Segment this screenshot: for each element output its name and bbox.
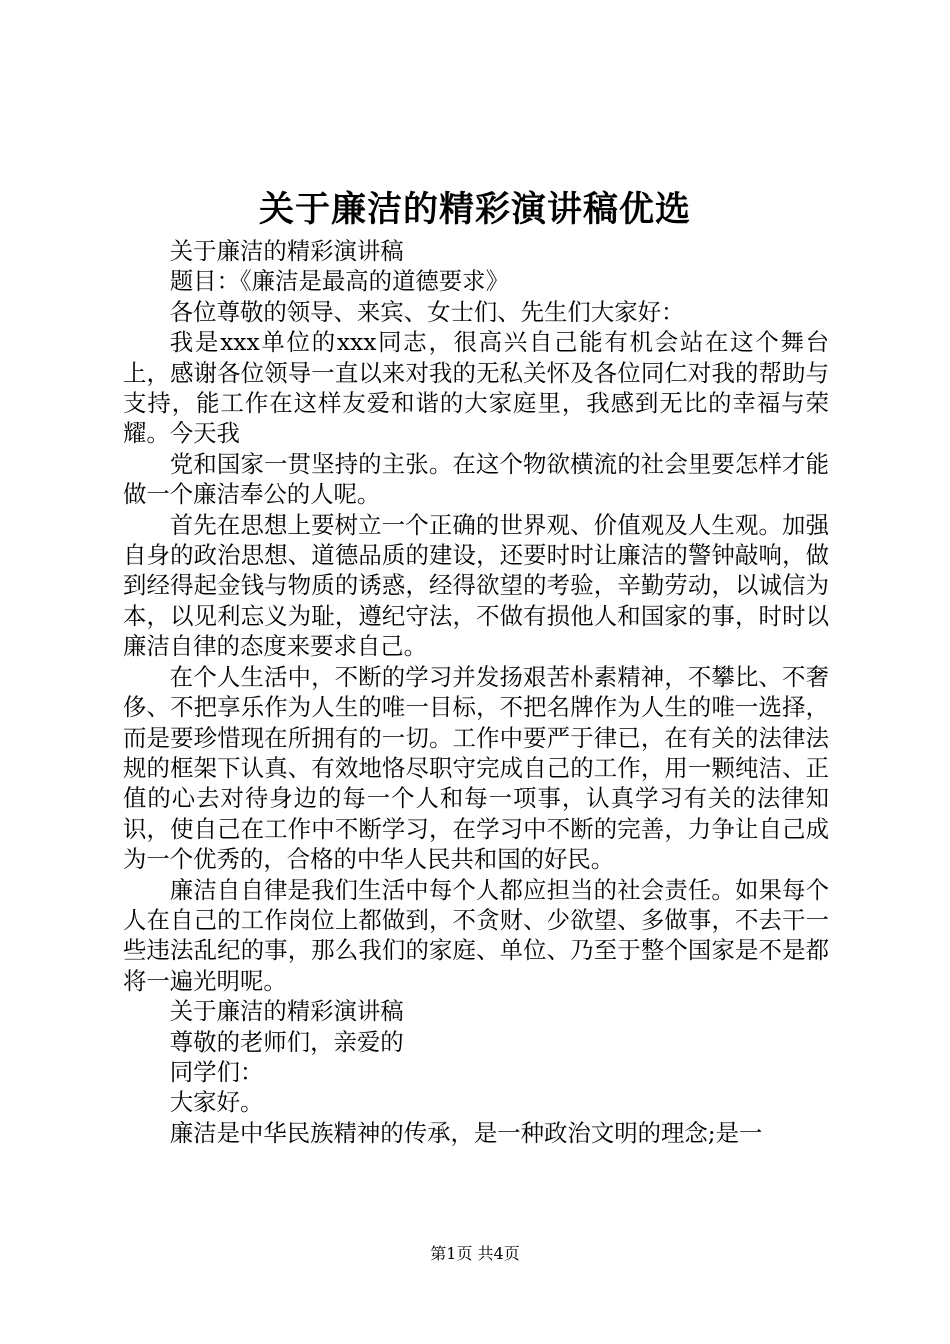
paragraph: 我是xxx单位的xxx同志，很高兴自己能有机会站在这个舞台上，感谢各位领导一直以来对我的无私关怀及各位同仁对我的帮助与支持，能工作在这样友爱和谐的大家庭里，我感到无比的幸福与荣耀。今天我 [123, 328, 829, 448]
paragraph: 各位尊敬的领导、来宾、女士们、先生们大家好： [169, 297, 685, 326]
page-number-footer: 第1页 共4页 [430, 1244, 520, 1263]
paragraph: 尊敬的老师们，亲爱的 [169, 1027, 404, 1056]
paragraph: 在个人生活中，不断的学习并发扬艰苦朴素精神，不攀比、不奢侈、不把享乐作为人生的唯一目标，不把名牌作为人生的唯一选择，而是要珍惜现在所拥有的一切。工作中要严于律已，在有关的法律法规的框架下认真、有效地恪尽职守完成自己的工作，用一颗纯洁、正值的心去对待身边的每一个人和每一项事，认真学习有关的法律知识，使自己在工作中不断学习，在学习中不断的完善，力争让自己成为一个优秀的，合格的中华人民共和国的好民。 [123, 662, 829, 874]
paragraph: 关于廉洁的精彩演讲稿 [169, 237, 404, 265]
paragraph: 首先在思想上要树立一个正确的世界观、价值观及人生观。加强自身的政治思想、道德品质的建设，还要时时让廉洁的警钟敲响，做到经得起金钱与物质的诱惑，经得欲望的考验，辛勤劳动，以诚信为本，以见利忘义为耻，遵纪守法，不做有损他人和国家的事，时时以廉洁自律的态度来要求自己。 [123, 510, 829, 661]
document-title: 关于廉洁的精彩演讲稿优选 [258, 189, 691, 230]
paragraph: 党和国家一贯坚持的主张。在这个物欲横流的社会里要怎样才能做一个廉洁奉公的人呢。 [123, 449, 829, 509]
paragraph: 同学们： [169, 1057, 264, 1086]
paragraph: 关于廉洁的精彩演讲稿 [169, 997, 404, 1026]
document-body [123, 236, 829, 1148]
paragraph: 廉洁是中华民族精神的传承，是一种政治文明的理念;是一 [169, 1118, 763, 1147]
paragraph: 题目：《廉洁是最高的道德要求》 [169, 267, 509, 296]
paragraph: 廉洁自自律是我们生活中每个人都应担当的社会责任。如果每个人在自己的工作岗位上都做到，不贪财、少欲望、多做事，不去干一些违法乱纪的事，那么我们的家庭、单位、乃至于整个国家是不是都将一遍光明呢。 [123, 875, 829, 995]
paragraph: 大家好。 [169, 1088, 264, 1117]
